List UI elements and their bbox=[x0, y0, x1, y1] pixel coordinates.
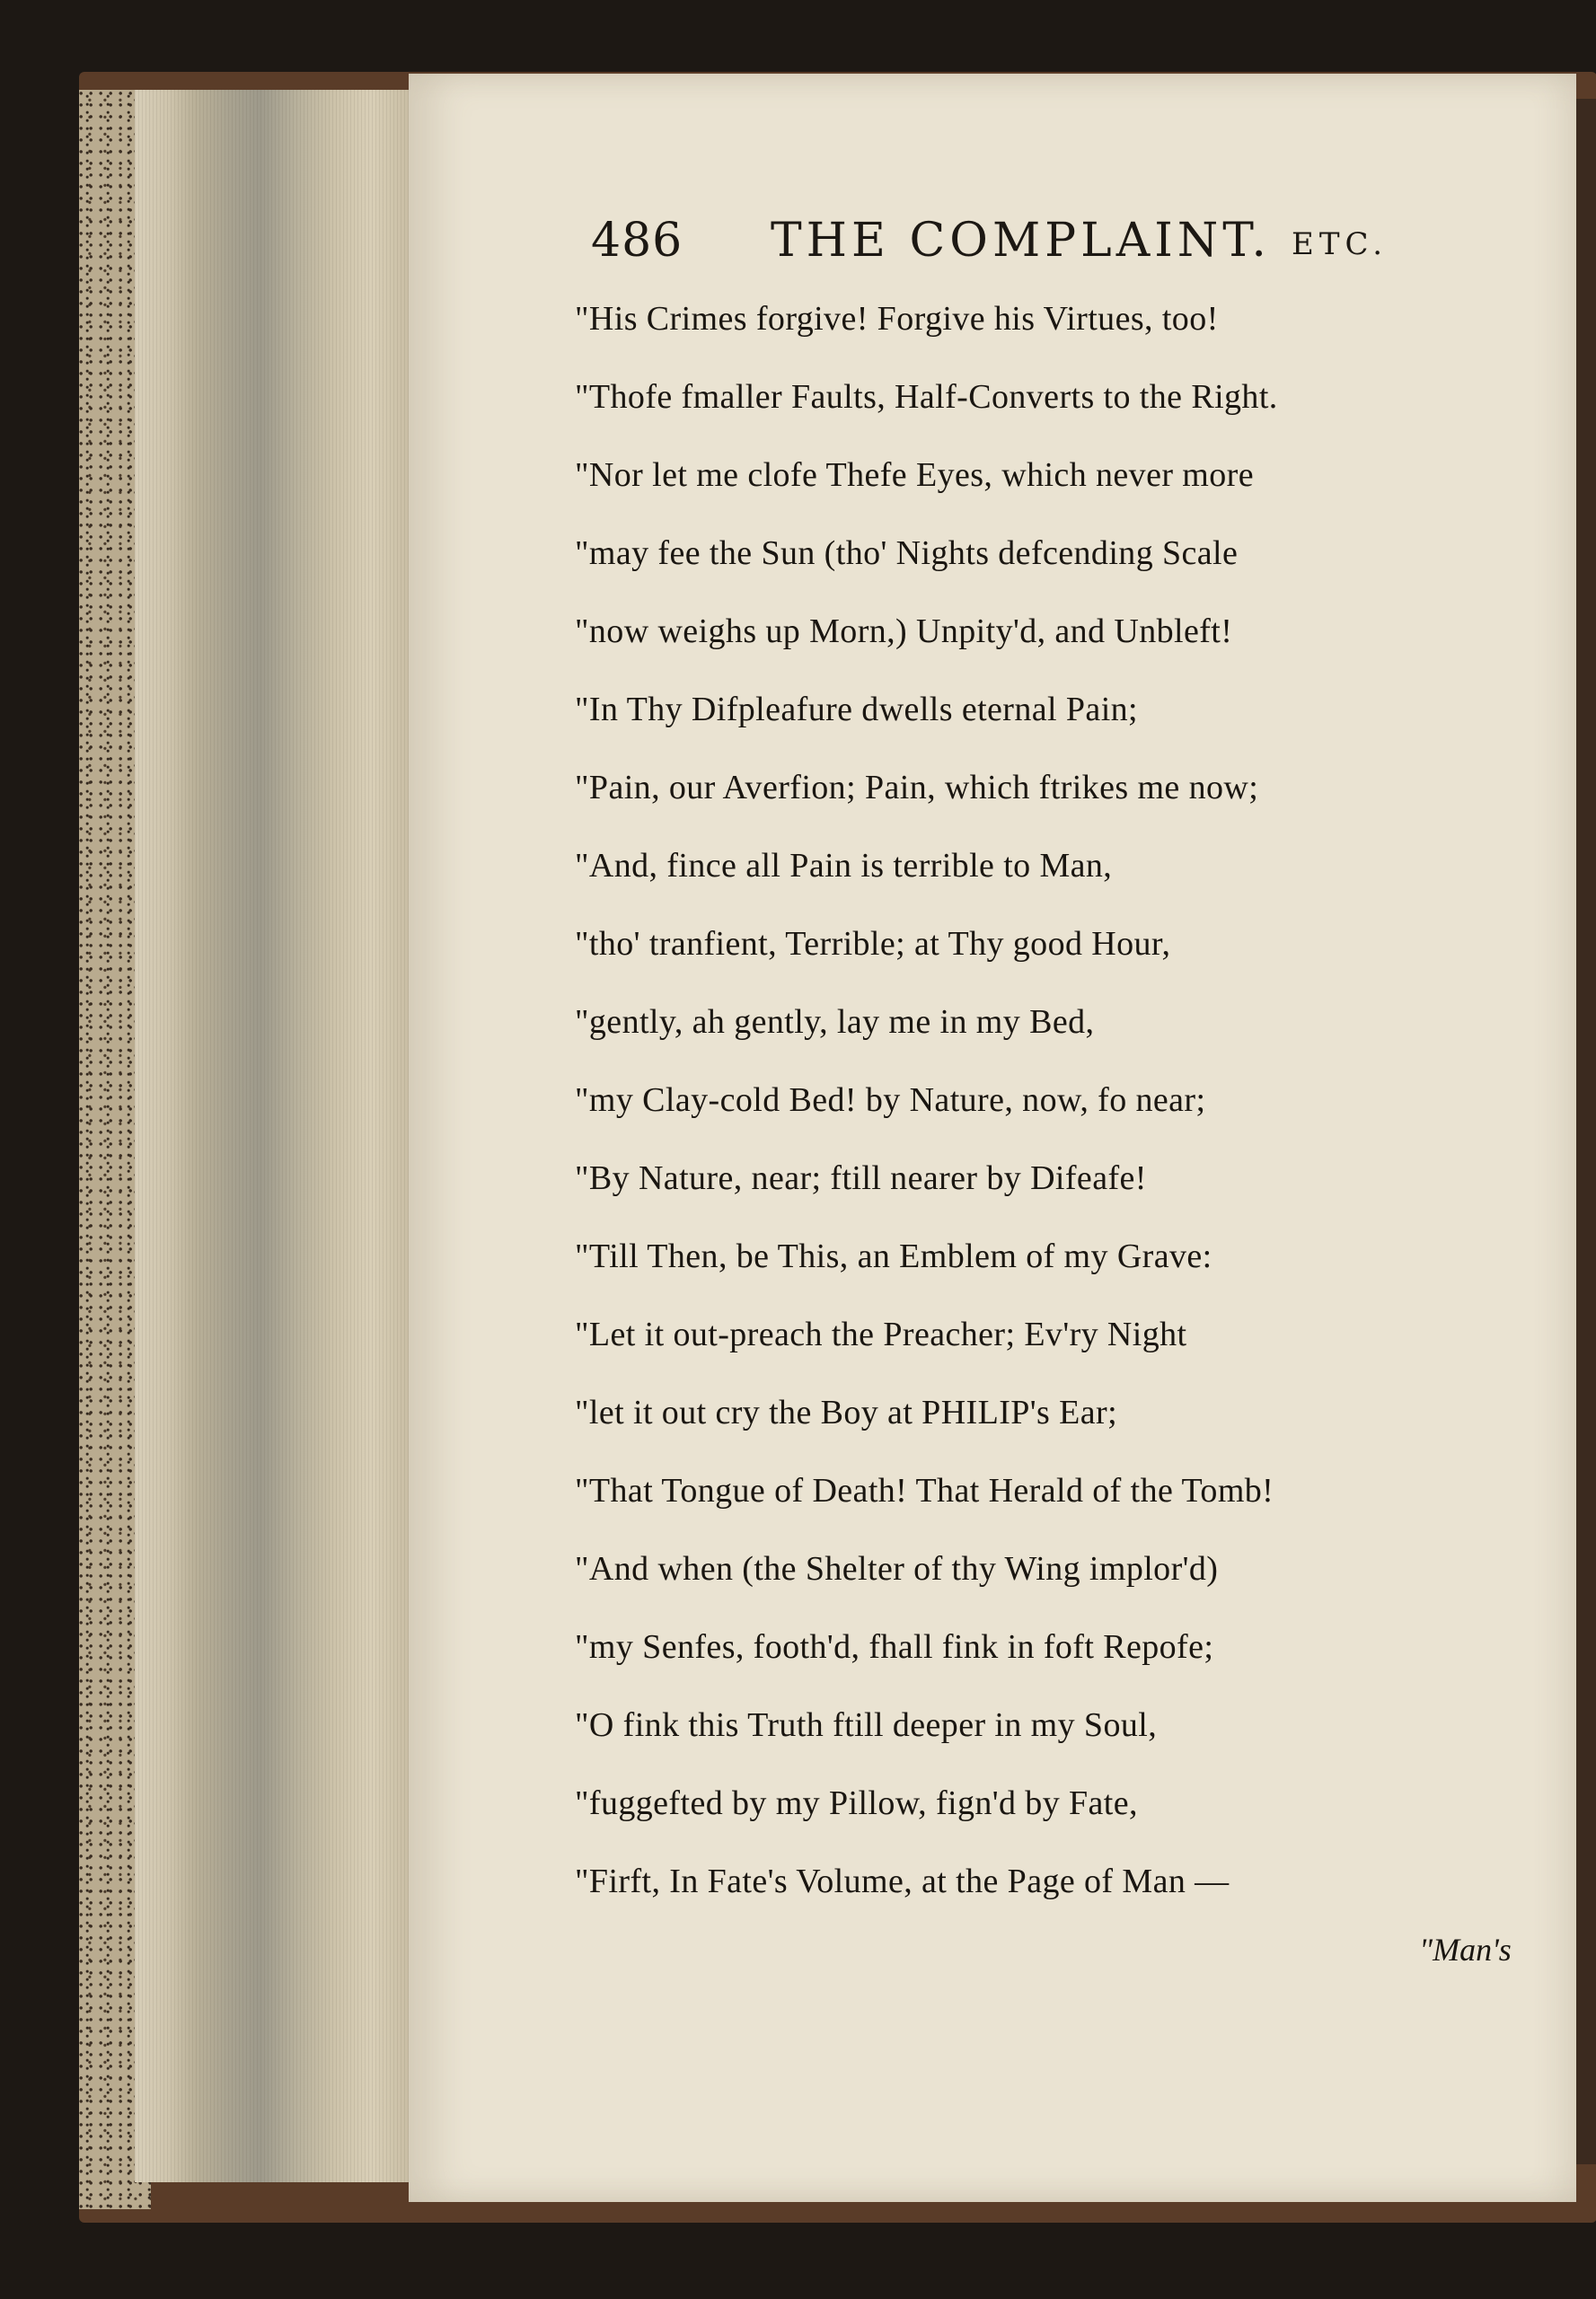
verse-line: "His Crimes forgive! Forgive his Virtues, too! bbox=[575, 300, 1219, 338]
verse-line: "Firft, In Fate's Volume, at the Page of Man — bbox=[575, 1863, 1230, 1900]
verse-line: "That Tongue of Death! That Herald of the Tomb! bbox=[575, 1472, 1274, 1510]
verse-line: "gently, ah gently, lay me in my Bed, bbox=[575, 1003, 1095, 1041]
poem-text bbox=[575, 292, 1509, 1933]
verse-line: "Till Then, be This, an Emblem of my Grave: bbox=[575, 1238, 1212, 1275]
verse-line: "Pain, our Averfion; Pain, which ftrikes me now; bbox=[575, 769, 1259, 806]
verse-line: "And when (the Shelter of thy Wing implor'd) bbox=[575, 1550, 1219, 1588]
page-number: 486 bbox=[591, 214, 683, 268]
verse-line: "my Clay-cold Bed! by Nature, now, fo near; bbox=[575, 1081, 1206, 1119]
running-etc: ETC. bbox=[1292, 226, 1389, 262]
verse-line: "Let it out-preach the Preacher; Ev'ry Night bbox=[575, 1316, 1187, 1353]
running-title: THE COMPLAINT. bbox=[771, 214, 1271, 268]
verse-line: "Thofe fmaller Faults, Half-Converts to the Right. bbox=[575, 378, 1278, 416]
verse-line: "let it out cry the Boy at PHILIP's Ear; bbox=[575, 1394, 1118, 1431]
page-edges bbox=[135, 90, 413, 2182]
verse-line: "fuggefted by my Pillow, fign'd by Fate, bbox=[575, 1784, 1138, 1822]
verse-line: "now weighs up Morn,) Unpity'd, and Unbleft! bbox=[575, 612, 1233, 650]
verse-line: "Nor let me clofe Thefe Eyes, which never more bbox=[575, 456, 1254, 494]
running-head bbox=[591, 214, 1399, 277]
verse-line: "my Senfes, footh'd, fhall fink in foft Repofe; bbox=[575, 1628, 1214, 1666]
catchword: "Man's bbox=[1419, 1932, 1512, 1968]
verse-line: "And, fince all Pain is terrible to Man, bbox=[575, 847, 1113, 885]
verse-line: "In Thy Difpleafure dwells eternal Pain; bbox=[575, 691, 1139, 728]
verse-line: "tho' tranfient, Terrible; at Thy good Hour, bbox=[575, 925, 1171, 963]
verse-line: "O fink this Truth ftill deeper in my Soul, bbox=[575, 1706, 1158, 1744]
verse-line: "By Nature, near; ftill nearer by Difeafe! bbox=[575, 1159, 1147, 1197]
verse-line: "may fee the Sun (tho' Nights defcending Scale bbox=[575, 534, 1239, 572]
